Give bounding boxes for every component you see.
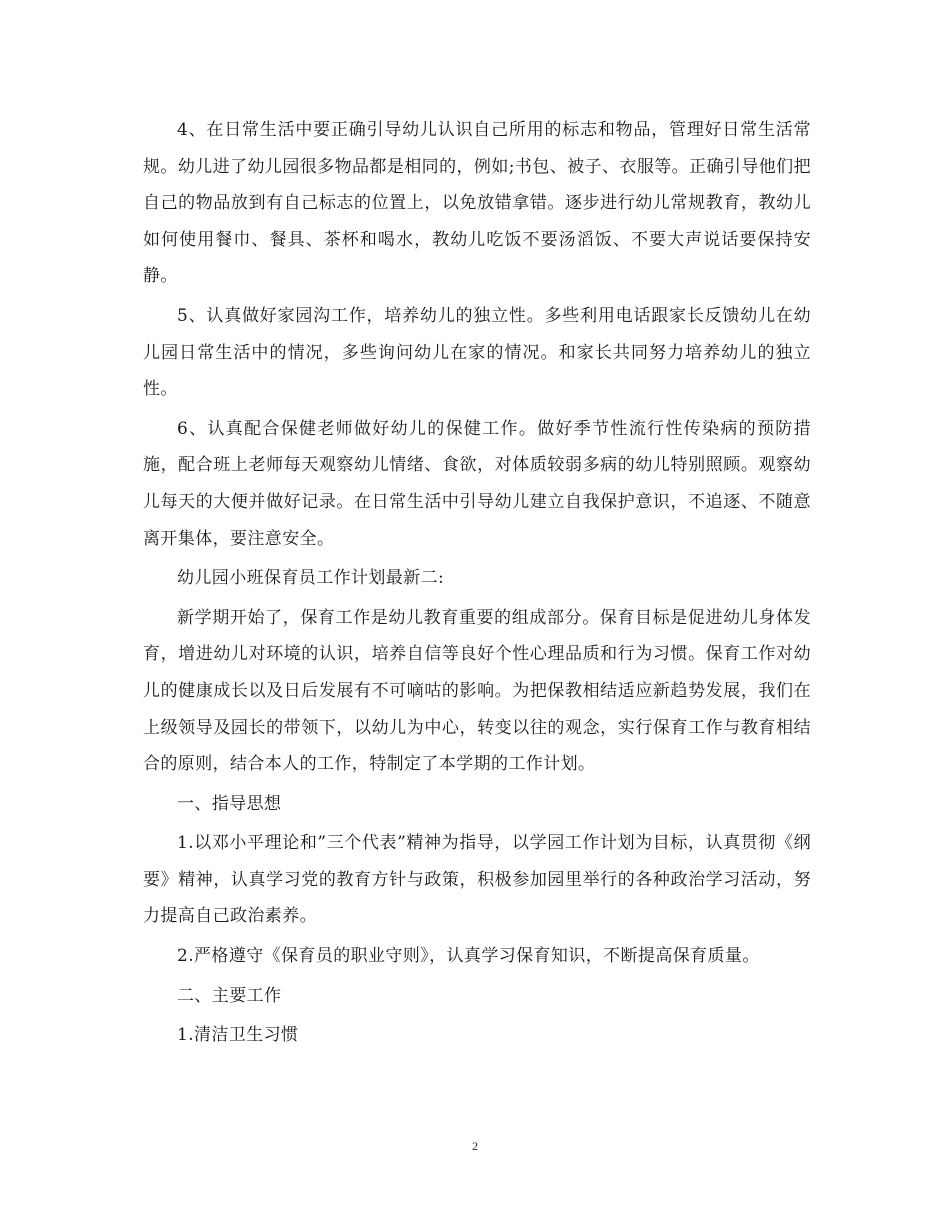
paragraph-item-6: 6、认真配合保健老师做好幼儿的保健工作。做好季节性流行性传染病的预防措施，配合班上老师每天观察幼儿情绪、食欲，对体质较弱多病的幼儿特别照顾。观察幼儿每天的大便并做好记录。在日常生活中引导幼儿建立自我保护意识，不追逐、不随意离开集体，要注意安全。 (143, 418, 811, 549)
subheading-hygiene: 1.清洁卫生习惯 (177, 1025, 299, 1046)
section-heading-guiding-thought: 一、指导思想 (177, 793, 282, 814)
paragraph-intro: 新学期开始了，保育工作是幼儿教育重要的组成部分。保育目标是促进幼儿身体发育，增进幼儿对环境的认识，培养自信等良好个性心理品质和行为习惯。保育工作对幼儿的健康成长以及日后发展有不可嘀咕的影响。为把保教相结适应新趋势发展，我们在上级领导及园长的带领下，以幼儿为中心，转变以往的观念，实行保育工作与教育相结合的原则，结合本人的工作，特制定了本学期的工作计划。 (143, 607, 811, 775)
paragraph-guiding-1: 1.以邓小平理论和”三个代表”精神为指导，以学园工作计划为目标，认真贯彻《纲要》精神，认真学习党的教育方针与政策，积极参加园里举行的各种政治学习活动，努力提高自己政治素养。 (143, 833, 811, 927)
paragraph-item-4: 4、在日常生活中要正确引导幼儿认识自己所用的标志和物品，管理好日常生活常规。幼儿进了幼儿园很多物品都是相同的，例如;书包、被子、衣服等。正确引导他们把自己的物品放到有自己标志的位置上，以免放错拿错。逐步进行幼儿常规教育，教幼儿如何使用餐巾、餐具、茶杯和喝水，教幼儿吃饭不要汤滔饭、不要大声说话要保持安静。 (143, 120, 811, 287)
page-number: 2 (472, 1139, 478, 1153)
paragraph-item-5: 5、认真做好家园沟工作，培养幼儿的独立性。多些利用电话跟家长反馈幼儿在幼儿园日常生活中的情况，多些询问幼儿在家的情况。和家长共同努力培养幼儿的独立性。 (143, 305, 811, 400)
section-heading-main-work: 二、主要工作 (177, 985, 282, 1006)
page-body (143, 112, 811, 1057)
paragraph-guiding-2: 2.严格遵守《保育员的职业守则》，认真学习保育知识，不断提高保育质量。 (177, 946, 760, 967)
section-heading-plan-two: 幼儿园小班保育员工作计划最新二: (177, 568, 445, 589)
